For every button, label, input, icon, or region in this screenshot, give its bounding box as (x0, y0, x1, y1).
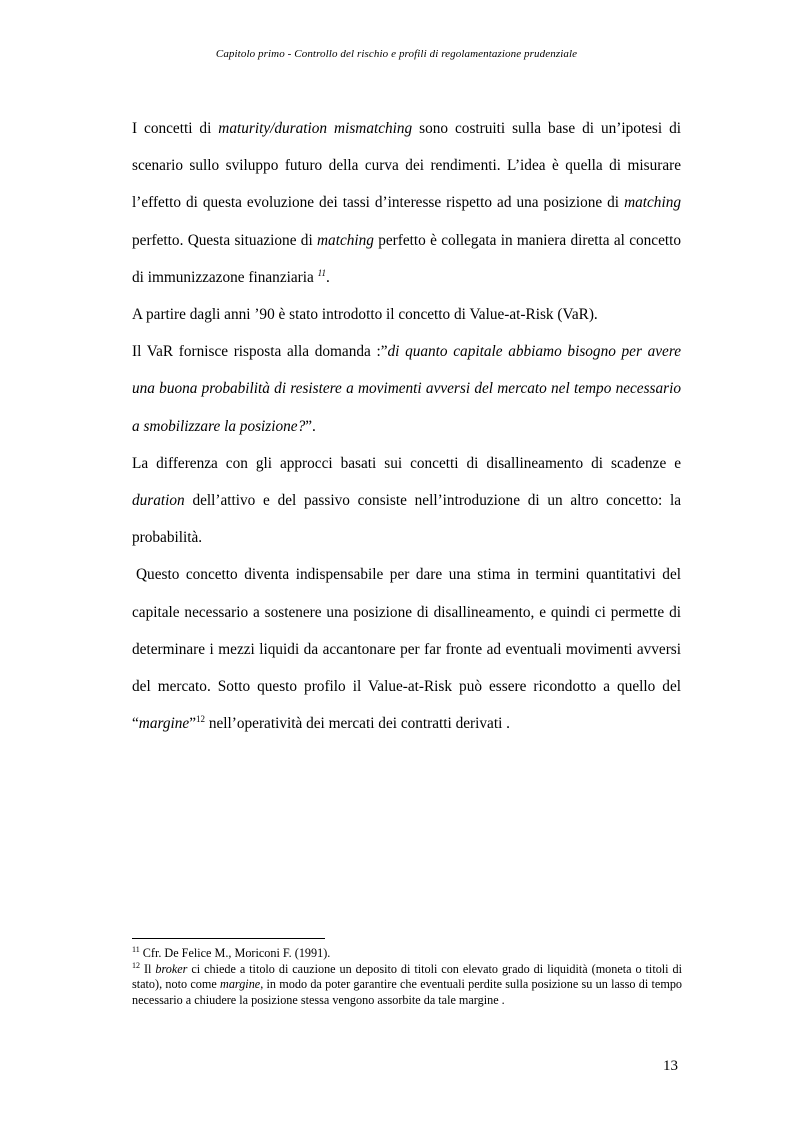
footnote-text: , in modo da poter garantire che eventuali perdite sulla posizione su un lasso di tempo necessario a chiudere la posizione stessa vengono assorbite da tale margine . (132, 977, 683, 1007)
text-run: La differenza con gli approcci basati sui concetti di disallineamento di scadenze e (132, 454, 681, 472)
italic-term: margine (138, 715, 190, 733)
footnote-11 (132, 946, 682, 962)
text-run: I concetti di (132, 120, 219, 137)
paragraph-maturity-mismatching (132, 110, 681, 296)
text-run: perfetto. Questa situazione di (132, 231, 317, 249)
footnote-12 (132, 962, 682, 1009)
text-run: dell’attivo e del passivo consiste nell’introduzione di un altro concetto: la probabilità. (132, 492, 681, 547)
paragraph-difference (132, 445, 681, 557)
footnote-ref-11[interactable]: 11 (317, 267, 326, 278)
text-run: Il VaR fornisce risposta alla domanda :” (132, 343, 388, 361)
footnote-text: Cfr. De Felice M., Moriconi F. (1991). (139, 946, 331, 960)
italic-term: margine (220, 977, 261, 992)
text-run: Questo concetto diventa indispensabile per dare una stima in termini quantitativi del capitale necessario a sostenere una posizione di disallineamento, e quindi ci permette di determinare i mezzi liquidi da accantonare per far fronte ad eventuali movimenti avversi del mercato. Sotto questo profilo il Value-at-Risk può essere ricondotto a quello del “ (132, 566, 681, 733)
text-run: nell’operatività dei mercati dei contratti derivati . (205, 715, 510, 733)
text-run: perfetto è collegata in maniera diretta al concetto di immunizzazone finanziaria (132, 231, 682, 286)
italic-term: broker (155, 961, 188, 976)
footnote-text: ci chiede a titolo di cauzione un deposito di titoli con elevato grado di liquidità (moneta o titoli di stato), noto come (132, 961, 682, 992)
paragraph-margin (132, 556, 681, 742)
text-run: . (325, 268, 330, 286)
italic-term: matching (317, 231, 374, 249)
text-run: ”. (305, 417, 316, 435)
italic-term: matching (624, 194, 681, 212)
footnote-number: 12 (132, 960, 140, 970)
italic-term: duration (132, 492, 185, 510)
text-run: sono costruiti sulla base di un’ipotesi di scenario sullo sviluppo futuro della curva dei rendimenti. L’idea è quella di misurare l’effetto di questa evoluzione dei tassi d’interesse rispetto ad una posizione di (132, 120, 681, 212)
paragraph-var-question (132, 333, 681, 445)
running-header: Capitolo primo - Controllo del rischio e profili di regolamentazione prudenziale (215, 48, 578, 60)
footnote-text: Il (140, 961, 156, 976)
text-run: ” (189, 715, 197, 733)
page-number: 13 (663, 1058, 678, 1074)
footnote-separator (132, 938, 325, 939)
footnotes (132, 946, 682, 1008)
footnote-ref-12[interactable]: 12 (196, 714, 206, 725)
footnote-number: 11 (132, 944, 140, 954)
paragraph-var-intro: A partire dagli anni ’90 è stato introdotto il concetto di Value-at-Risk (VaR). (132, 306, 598, 324)
main-text (132, 110, 681, 742)
italic-quote: di quanto capitale abbiamo bisogno per avere una buona probabilità di resistere a movimenti avversi del mercato nel tempo necessario a smobilizzare la posizione? (132, 343, 682, 435)
italic-term: maturity/duration mismatching (218, 120, 413, 137)
